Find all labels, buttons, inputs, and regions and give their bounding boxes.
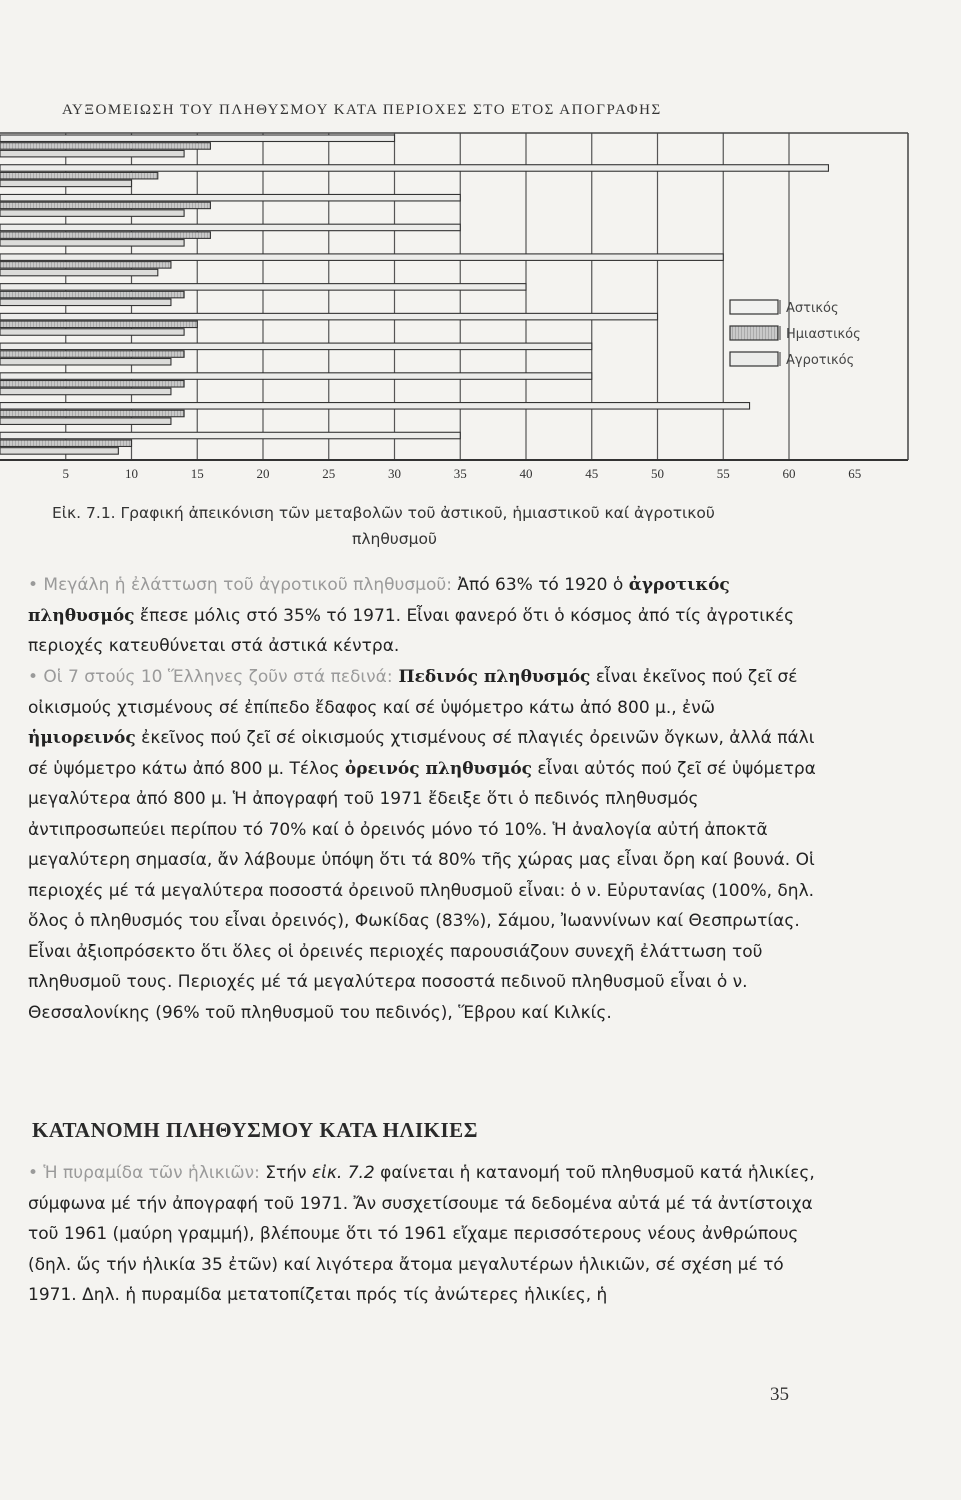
paragraph-rural-decline	[28, 570, 828, 662]
bar-rural	[0, 269, 158, 276]
paragraph-text: Στήν	[259, 1163, 312, 1183]
bold-term: ὀρεινός πληθυσμός	[344, 758, 533, 779]
bar-rural	[0, 150, 184, 157]
bar-urban	[0, 194, 460, 201]
bar-rural	[0, 180, 132, 187]
paragraph-text: ἔπεσε μόλις στό 35% τό 1971. Εἶναι φανερό ὅτι ὁ κόσμος ἀπό τίς ἀγροτικές περιοχές κατευθύνεται στά ἀστικά κέντρα.	[28, 605, 795, 656]
figure-reference: εἰκ. 7.2	[311, 1163, 375, 1183]
paragraph-lead: • Οἱ 7 στούς 10 Ἕλληνες ζοῦν στά πεδινά:	[28, 667, 393, 687]
x-axis-ticks	[63, 466, 862, 481]
x-tick-label: 60	[782, 466, 796, 481]
legend-swatch	[730, 300, 778, 314]
paragraph-text: εἶναι ἐκεῖνος πού ζεῖ σέ οἰκισμούς χτισμένους σέ ἐπίπεδο ἔδαφος καί σέ ὑψόμετρο κάτω ἀπό 800 μ., ἐνῶ	[28, 667, 798, 718]
paragraph-text: εἶναι αὐτός πού ζεῖ σέ ὑψόμετρα μεγαλύτερα ἀπό 800 μ. Ἡ ἀπογραφή τοῦ 1971 ἔδειξε ὅτι ὁ πεδινός πληθυσμός ἀντιπροσωπεύει περίπου τό 70% καί ὁ ὀρεινός μόνο τό 10%. Ἡ ἀναλογία αὐτή ἀποκτᾶ μεγαλύτερη σημασία, ἄν λάβουμε ὑπόψη ὅτι τά 80% τῆς χώρας μας εἶναι ὄρη καί βουνά. Οἱ περιοχές μέ τά μεγαλύτερα ποσοστά ὀρεινοῦ πληθυσμοῦ εἶναι: ὁ ν. Εὐρυτανίας (100%, δηλ. ὅλος ὁ πληθυσμός του εἶναι ὀρεινός), Φωκίδας (83%), Σάμου, Ἰωαννίνων καί Θεσπρωτίας. Εἶναι ἀξιοπρόσεκτο ὅτι ὅλες οἱ ὀρεινές περιοχές παρουσιάζουν συνεχῆ ἐλάττωση τοῦ πληθυσμοῦ τους. Περιοχές μέ τά μεγαλύτερα ποσοστά πεδινοῦ πληθυσμοῦ εἶναι ὁ ν. Θεσσαλονίκης (96% τοῦ πληθυσμοῦ του πεδινός), Ἕβρου καί Κιλκίς.	[28, 758, 816, 1023]
chart-bars	[0, 135, 828, 454]
x-tick-label: 65	[848, 466, 862, 481]
figure-caption	[52, 500, 852, 552]
paragraph-lowland-population	[28, 662, 828, 1028]
bar-rural	[0, 240, 184, 247]
bar-rural	[0, 418, 171, 425]
paragraph-text: Ἀπό 63% τό 1920 ὁ	[451, 575, 629, 595]
bar-rural	[0, 329, 184, 336]
caption-line-1: Εἰκ. 7.1. Γραφική ἀπεικόνιση τῶν μεταβολῶν τοῦ ἀστικοῦ, ἡμιαστικοῦ καί ἀγροτικοῦ	[52, 504, 715, 522]
bar-rural	[0, 358, 171, 365]
bar-rural	[0, 299, 171, 306]
paragraph-text: ἐκεῖνος πού ζεῖ σέ οἰκισμούς χτισμένους σέ πλαγιές ὀρεινῶν ὄγκων, ἀλλά πάλι σέ ὑψόμετρο κάτω ἀπό 800 μ. Τέλος	[28, 728, 815, 779]
bar-semi-urban	[0, 440, 132, 447]
bar-semi-urban	[0, 172, 158, 179]
bar-rural	[0, 210, 184, 217]
bold-term: Πεδινός πληθυσμός	[392, 667, 591, 687]
bar-semi-urban	[0, 381, 184, 388]
x-tick-label: 55	[716, 466, 730, 481]
x-tick-label: 45	[585, 466, 599, 481]
bar-urban	[0, 432, 460, 439]
page-number: 35	[770, 1384, 789, 1405]
x-tick-label: 30	[388, 466, 401, 481]
bar-urban	[0, 254, 723, 261]
legend-label: Αστικός	[786, 301, 839, 316]
population-change-chart	[0, 0, 961, 500]
legend-label: Ημιαστικός	[786, 327, 861, 342]
legend-swatch	[730, 326, 778, 340]
paragraph-text: φαίνεται ἡ κατανομή τοῦ πληθυσμοῦ κατά ἡλικίες, σύμφωνα μέ τήν ἀπογραφή τοῦ 1971. Ἄν συσχετίσουμε τά δεδομένα αὐτά μέ τά ἀντίστοιχα τοῦ 1961 (μαύρη γραμμή), βλέπουμε ὅτι τό 1961 εἴχαμε περισσότερους νέους ἀνθρώπους (δηλ. ὥς τήν ἡλικία 35 ἐτῶν) καί λιγότερα ἄτομα μεγαλυτέρων ἡλικιῶν, σέ σχέση μέ τό 1971. Δηλ. ἡ πυραμίδα μετατοπίζεται πρός τίς ἀνώτερες ἡλικίες, ἡ	[28, 1163, 815, 1305]
x-tick-label: 20	[256, 466, 270, 481]
bar-semi-urban	[0, 321, 197, 328]
x-tick-label: 25	[322, 466, 336, 481]
paragraph-age-pyramid	[28, 1158, 828, 1311]
paragraph-lead: • Μεγάλη ἡ ἐλάττωση τοῦ ἀγροτικοῦ πληθυσμοῦ:	[28, 575, 452, 595]
caption-line-2: πληθυσμοῦ	[352, 530, 437, 548]
x-tick-label: 40	[519, 466, 533, 481]
bar-semi-urban	[0, 202, 210, 209]
bar-urban	[0, 343, 592, 350]
chart-title: ΑΥΞΟΜΕΙΩΣΗ ΤΟΥ ΠΛΗΘΥΣΜΟΥ ΚΑΤΑ ΠΕΡΙΟΧΕΣ ΣΤΟ ΕΤΟΣ ΑΠΟΓΡΑΦΗΣ	[62, 102, 662, 118]
bar-urban	[0, 165, 828, 172]
bold-term: ἡμιορεινός	[28, 728, 136, 748]
chart-legend	[730, 300, 861, 368]
bar-semi-urban	[0, 291, 184, 298]
bar-urban	[0, 135, 395, 142]
bar-rural	[0, 448, 118, 455]
bar-urban	[0, 403, 750, 410]
bar-semi-urban	[0, 262, 171, 269]
bar-urban	[0, 284, 526, 291]
bar-semi-urban	[0, 351, 184, 358]
bar-semi-urban	[0, 143, 210, 150]
legend-label: Αγροτικός	[786, 353, 855, 368]
legend-swatch	[730, 352, 778, 366]
bar-rural	[0, 388, 171, 395]
bar-urban	[0, 373, 592, 380]
paragraph-lead: • Ἡ πυραμίδα τῶν ἡλικιῶν:	[28, 1163, 260, 1183]
section-heading: ΚΑΤΑΝΟΜΗ ΠΛΗΘΥΣΜΟΥ ΚΑΤΑ ΗΛΙΚΙΕΣ	[32, 1118, 478, 1142]
bold-term: ἀγροτικός πληθυσμός	[28, 575, 730, 626]
x-tick-label: 5	[62, 466, 69, 481]
x-tick-label: 35	[453, 466, 467, 481]
x-tick-label: 15	[190, 466, 204, 481]
bar-semi-urban	[0, 232, 210, 239]
x-tick-label: 10	[125, 466, 138, 481]
x-tick-label: 50	[651, 466, 664, 481]
bar-urban	[0, 224, 460, 231]
bar-urban	[0, 313, 658, 320]
bar-semi-urban	[0, 410, 184, 417]
